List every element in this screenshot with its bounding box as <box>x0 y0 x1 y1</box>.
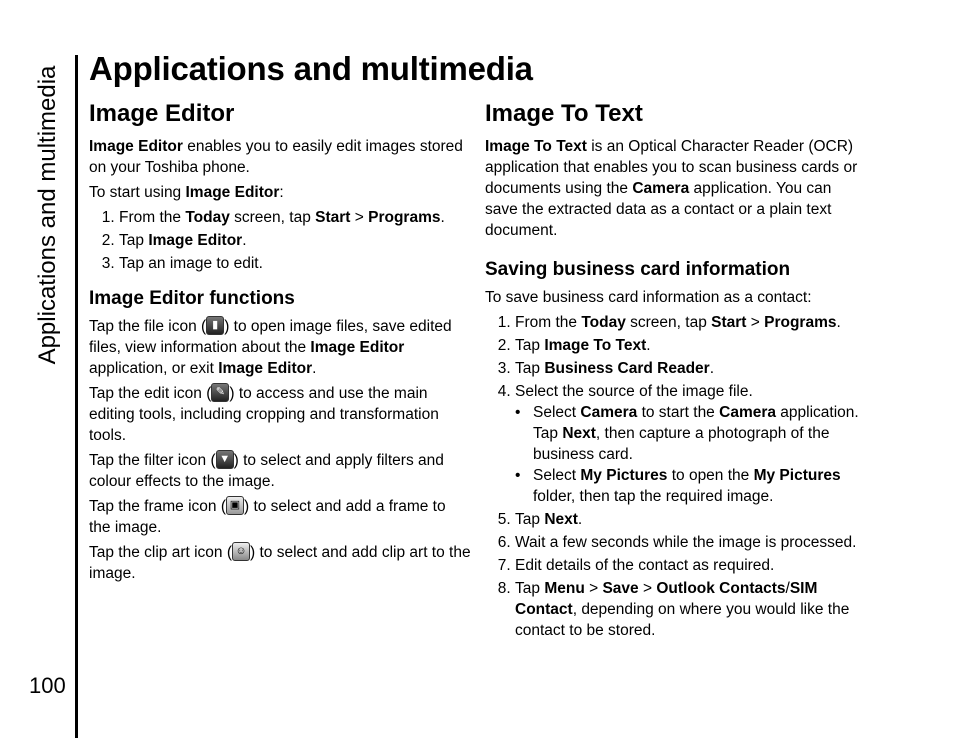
side-section-title: Applications and multimedia <box>34 65 61 365</box>
list-item: • Select My Pictures to open the My Pictures folder, then tap the required image. <box>533 465 865 507</box>
clip-art-icon: ☺ <box>232 542 250 561</box>
frame-icon: ▣ <box>226 496 244 515</box>
list-item: 3. Tap an image to edit. <box>119 253 471 274</box>
filter-icon-paragraph: Tap the filter icon ( ▼ ) to select and apply filters and colour effects to the image. <box>89 452 444 490</box>
margin-rule <box>75 55 78 738</box>
list-item: 2. Tap Image Editor. <box>119 230 471 251</box>
start-using-text: To start using Image Editor: <box>89 184 284 201</box>
saving-card-steps <box>485 312 865 641</box>
saving-card-heading: Saving business card information <box>485 259 791 280</box>
page-title: Applications and multimedia <box>89 50 533 87</box>
left-column <box>89 100 471 588</box>
frame-icon-paragraph: Tap the frame icon ( ▣ ) to select and add a frame to the image. <box>89 498 446 536</box>
image-to-text-heading: Image To Text <box>485 100 643 127</box>
list-item: 1. From the Today screen, tap Start > Programs. <box>119 207 471 228</box>
list-item: 5. Tap Next. <box>515 509 865 530</box>
image-to-text-intro: Image To Text is an Optical Character Reader (OCR) application that enables you to scan business cards or documents using the Camera application. You can save the extracted data as a contact or a plain text document. <box>485 138 858 239</box>
image-editor-intro: Image Editor enables you to easily edit images stored on your Toshiba phone. <box>89 138 463 176</box>
list-item: 2. Tap Image To Text. <box>515 335 865 356</box>
list-item: 1. From the Today screen, tap Start > Programs. <box>515 312 865 333</box>
source-options <box>515 402 865 507</box>
edit-icon-paragraph: Tap the edit icon ( ✎ ) to access and use the main editing tools, including cropping and transformation tools. <box>89 385 439 444</box>
edit-icon: ✎ <box>211 383 229 402</box>
saving-card-intro: To save business card information as a contact: <box>485 289 812 306</box>
clip-art-icon-paragraph: Tap the clip art icon ( ☺ ) to select and add clip art to the image. <box>89 544 471 582</box>
page-number: 100 <box>29 673 66 698</box>
image-editor-heading: Image Editor <box>89 100 235 127</box>
list-item: 6. Wait a few seconds while the image is processed. <box>515 532 865 553</box>
list-item: 8. Tap Menu > Save > Outlook Contacts/SIM Contact, depending on where you would like the contact to be stored. <box>515 578 865 641</box>
functions-heading: Image Editor functions <box>89 288 295 309</box>
filter-icon: ▼ <box>216 450 234 469</box>
file-icon-paragraph: Tap the file icon ( ▮ ) to open image files, save edited files, view information about the Image Editor application, or exit Image Editor. <box>89 318 452 377</box>
list-item: 3. Tap Business Card Reader. <box>515 358 865 379</box>
list-item: 7. Edit details of the contact as required. <box>515 555 865 576</box>
list-item: • Select Camera to start the Camera application. Tap Next, then capture a photograph of the business card. <box>533 402 865 465</box>
right-column <box>485 100 865 645</box>
image-editor-steps <box>89 207 471 274</box>
file-icon: ▮ <box>206 316 224 335</box>
list-item: 4. Select the source of the image file. • Select Camera to start the Camera application. Tap Next, then capture a photograph of the business card. • Select My Pictures to open the My Pictures folder, then tap the required image. <box>515 381 865 507</box>
